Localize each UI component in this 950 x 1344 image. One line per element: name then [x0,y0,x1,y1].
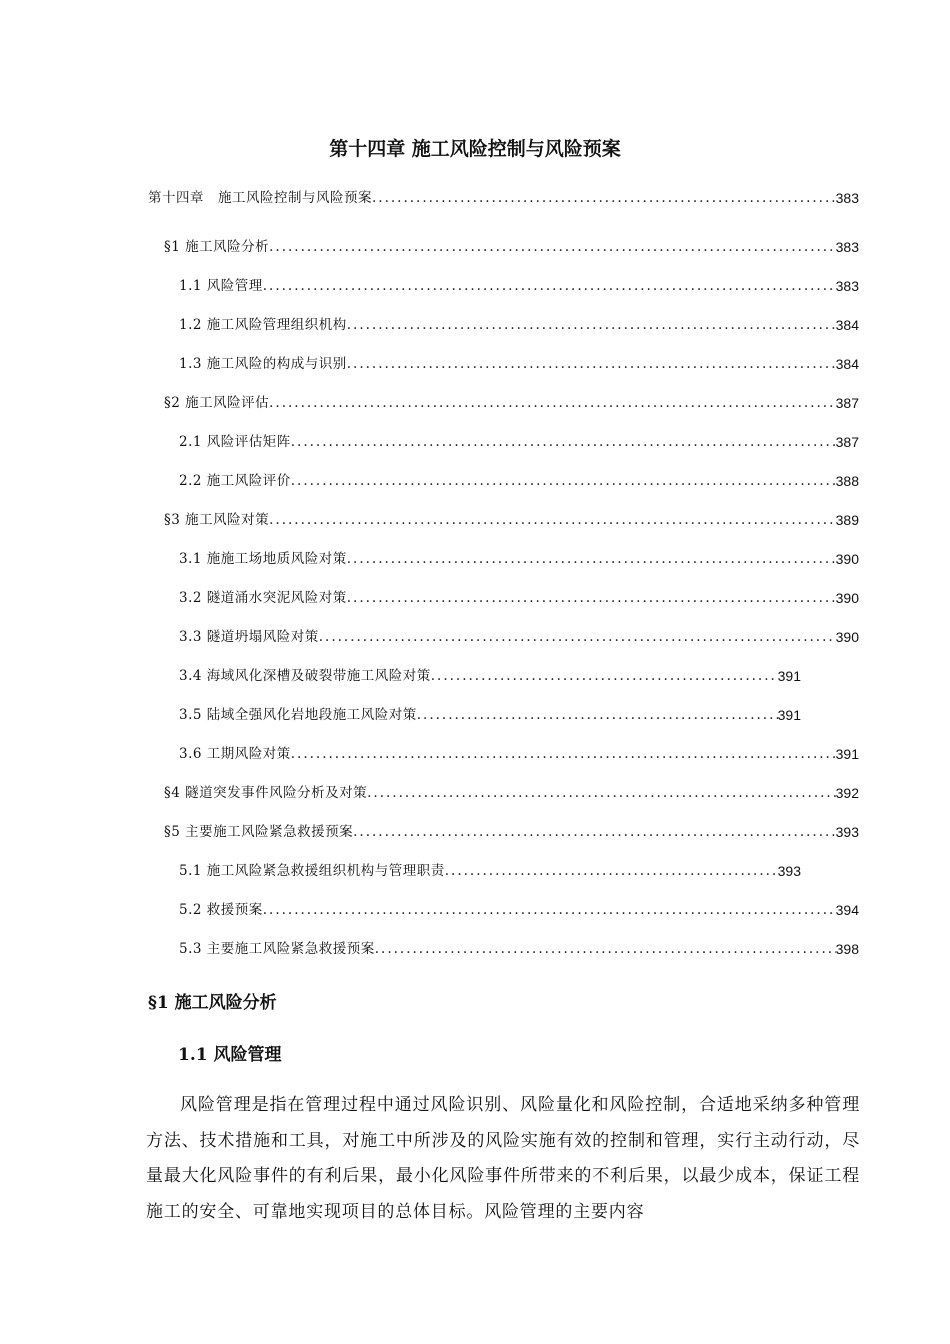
toc-entry-subsection[interactable] [179,662,801,684]
toc-entry-page: 384 [835,317,859,333]
toc-entry-page: 390 [835,590,859,606]
toc-leader-dots [375,941,836,957]
toc-entry-label: 3.1 施施工场地质风险对策 [179,551,347,567]
toc-entry-page: 388 [835,473,859,489]
toc-leader-dots [263,278,836,294]
toc-entry-page: 387 [835,434,859,450]
toc-entry-page: 390 [835,551,859,567]
body-paragraph: 风险管理是指在管理过程中通过风险识别、风险量化和风险控制，合适地采纳多种管理方法、技术措施和工具，对施工中所涉及的风险实施有效的控制和管理，实行主动行动，尽量最大化风险事件的有利后果，最小化风险事件所带来的不利后果，以最少成本，保证工程施工的安全、可靠地实现项目的总体目标。风险管理的主要内容 [146,1095,860,1222]
toc-leader-dots [291,746,836,762]
toc-entry-chapter[interactable] [148,184,859,206]
toc-entry-page: 391 [777,668,801,684]
toc-entry-label: 第十四章 施工风险控制与风险预案 [148,190,372,206]
toc-entry-label: 3.5 陆域全强风化岩地段施工风险对策 [179,707,417,723]
toc-leader-dots [291,473,836,489]
toc-entry-page: 393 [835,824,859,840]
toc-entry-page: 384 [835,356,859,372]
toc-entry-label: 5.1 施工风险紧急救援组织机构与管理职责 [179,863,445,879]
toc-entry-page: 391 [835,746,859,762]
toc-leader-dots [263,902,836,918]
toc-entry-page: 393 [777,863,801,879]
toc-entry-page: 394 [835,902,859,918]
toc-leader-dots [319,629,836,645]
toc-entry-subsection[interactable] [179,545,859,567]
toc-leader-dots [372,190,836,206]
toc-leader-dots [367,785,836,801]
toc-entry-page: 383 [835,190,859,206]
toc-entry-page: 392 [835,785,859,801]
toc-entry-section[interactable] [164,779,859,801]
toc-entry-page: 390 [835,629,859,645]
toc-entry-section[interactable] [164,506,859,528]
toc-entry-label: 1.3 施工风险的构成与识别 [179,356,347,372]
toc-leader-dots [347,590,836,606]
chapter-title: 第十四章 施工风险控制与风险预案 [329,138,621,160]
toc-leader-dots [347,551,836,567]
toc-leader-dots [347,356,836,372]
toc-entry-subsection[interactable] [179,584,859,606]
toc-entry-label: 3.3 隧道坍塌风险对策 [179,629,319,645]
subsection-heading: 1.1 风险管理 [178,1045,282,1065]
toc-entry-subsection[interactable] [179,740,859,762]
toc-entry-subsection[interactable] [179,701,801,723]
toc-entry-subsection[interactable] [179,272,859,294]
toc-entry-label: 1.2 施工风险管理组织机构 [179,317,347,333]
toc-entry-page: 387 [835,395,859,411]
toc-leader-dots [291,434,836,450]
toc-entry-label: 2.2 施工风险评价 [179,473,291,489]
toc-entry-label: 5.3 主要施工风险紧急救援预案 [179,941,375,957]
toc-leader-dots [353,824,836,840]
section-heading: §1 施工风险分析 [148,993,277,1013]
toc-leader-dots [269,395,836,411]
toc-entry-page: 398 [835,941,859,957]
toc-leader-dots [347,317,836,333]
toc-entry-page: 383 [835,278,859,294]
toc-entry-subsection[interactable] [179,935,859,957]
toc-leader-dots [431,668,778,684]
toc-entry-subsection[interactable] [179,467,859,489]
toc-entry-subsection[interactable] [179,350,859,372]
toc-entry-label: §5 主要施工风险紧急救援预案 [164,824,354,840]
toc-entry-subsection[interactable] [179,623,859,645]
toc-entry-section[interactable] [164,233,859,255]
toc-entry-label: 3.4 海域风化深槽及破裂带施工风险对策 [179,668,431,684]
toc-entry-label: §4 隧道突发事件风险分析及对策 [164,785,368,801]
toc-entry-subsection[interactable] [179,311,859,333]
toc-entry-label: 1.1 风险管理 [179,278,263,294]
toc-entry-subsection[interactable] [179,896,859,918]
toc-leader-dots [269,239,836,255]
toc-entry-label: §1 施工风险分析 [164,239,270,255]
toc-entry-label: §2 施工风险评估 [164,395,270,411]
toc-leader-dots [445,863,778,879]
toc-entry-label: 2.1 风险评估矩阵 [179,434,291,450]
toc-leader-dots [269,512,836,528]
toc-entry-section[interactable] [164,818,859,840]
toc-leader-dots [417,707,778,723]
toc-entry-label: 3.2 隧道涌水突泥风险对策 [179,590,347,606]
toc-entry-subsection[interactable] [179,428,859,450]
toc-entry-label: 5.2 救援预案 [179,902,263,918]
toc-entry-page: 389 [835,512,859,528]
toc-entry-page: 383 [835,239,859,255]
toc-entry-section[interactable] [164,389,859,411]
toc-entry-page: 391 [777,707,801,723]
toc-entry-label: 3.6 工期风险对策 [179,746,291,762]
toc-entry-label: §3 施工风险对策 [164,512,270,528]
toc-entry-subsection[interactable] [179,857,801,879]
